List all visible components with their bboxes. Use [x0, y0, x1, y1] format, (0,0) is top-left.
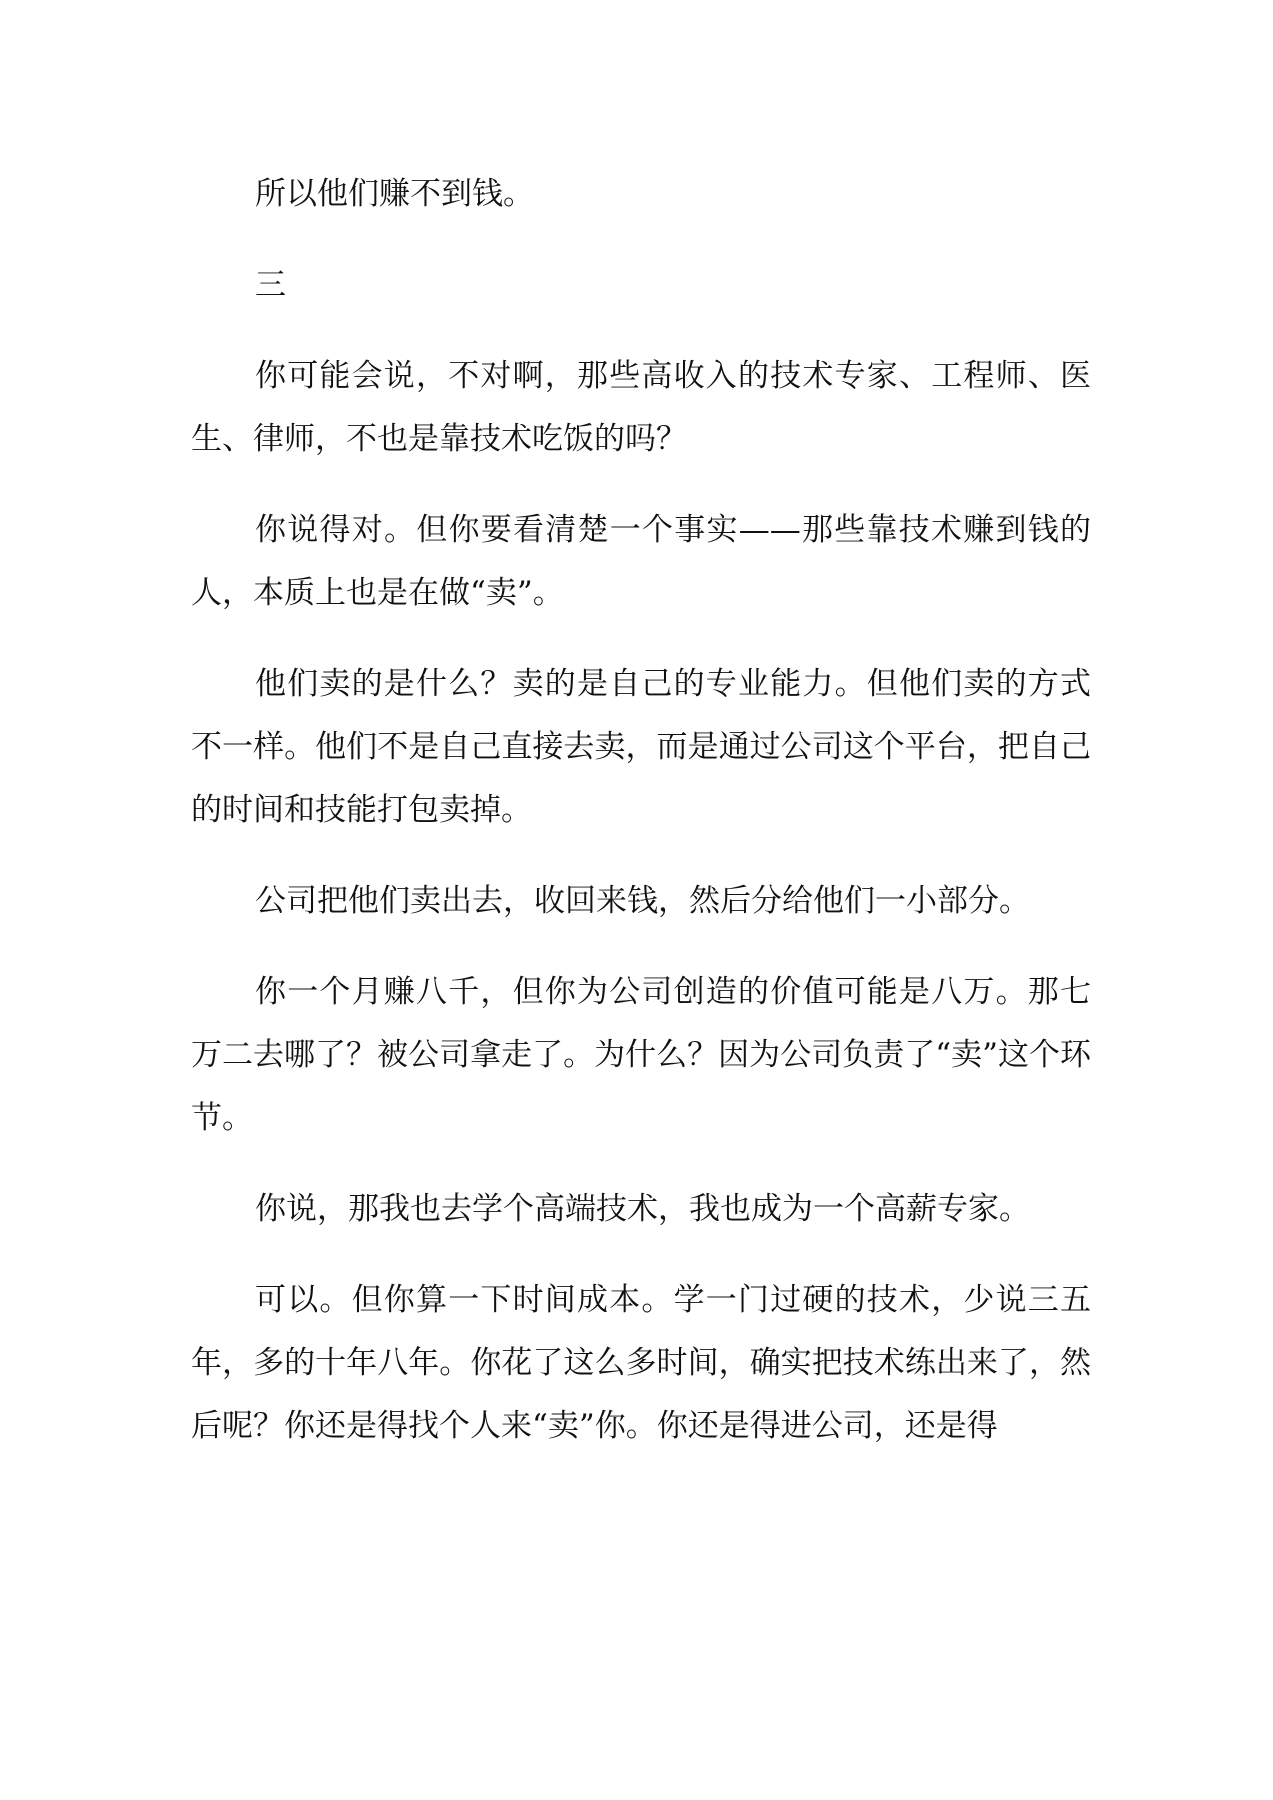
body-text	[191, 163, 1091, 1486]
paragraph: 他们卖的是什么？卖的是自己的专业能力。但他们卖的方式不一样。他们不是自己直接去卖，而是通过公司这个平台，把自己的时间和技能打包卖掉。	[191, 666, 1091, 828]
paragraph: 你可能会说，不对啊，那些高收入的技术专家、工程师、医生、律师，不也是靠技术吃饭的吗？	[191, 358, 1091, 457]
paragraph: 你说，那我也去学个高端技术，我也成为一个高薪专家。	[255, 1191, 1030, 1227]
paragraph: 你一个月赚八千，但你为公司创造的价值可能是八万。那七万二去哪了？被公司拿走了。为什么？因为公司负责了“卖”这个环节。	[191, 974, 1091, 1136]
paragraph: 可以。但你算一下时间成本。学一门过硬的技术，少说三五年，多的十年八年。你花了这么多时间，确实把技术练出来了，然后呢？你还是得找个人来“卖”你。你还是得进公司，还是得	[191, 1282, 1091, 1444]
paragraph: 公司把他们卖出去，收回来钱，然后分给他们一小部分。	[255, 883, 1030, 919]
paragraph: 你说得对。但你要看清楚一个事实——那些靠技术赚到钱的人，本质上也是在做“卖”。	[191, 512, 1091, 611]
paragraph: 所以他们赚不到钱。	[255, 176, 534, 212]
section-heading: 三	[255, 267, 286, 303]
